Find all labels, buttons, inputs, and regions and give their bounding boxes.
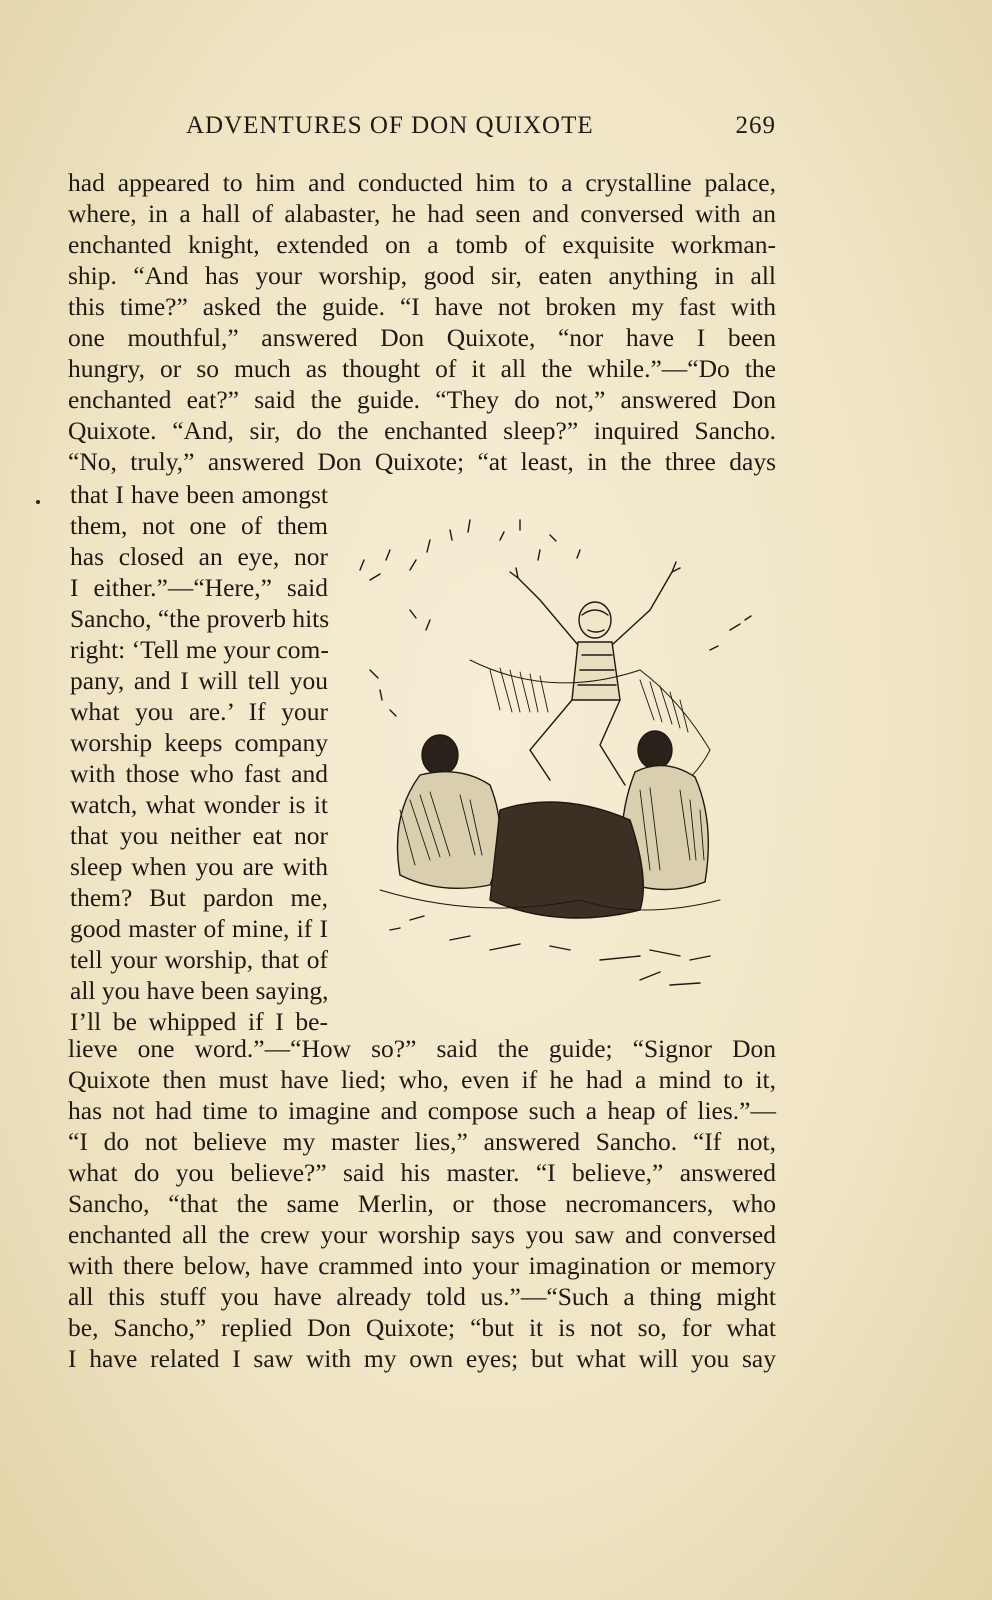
text-line: has not had time to imagine and compose such a heap of lies.”—: [68, 1096, 776, 1125]
text-line: where, in a hall of alabaster, he had seen and conversed with an: [68, 199, 776, 228]
text-line: has closed an eye, nor: [70, 542, 328, 571]
text-line: Quixote then must have lied; who, even if he had a mind to it,: [68, 1065, 776, 1094]
text-line: right: ‘Tell me your com-: [70, 635, 329, 664]
engraving-illustration: [350, 510, 780, 1030]
text-line: Quixote. “And, sir, do the enchanted sleep?” inquired Sancho.: [68, 416, 776, 445]
text-line: “No, truly,” answered Don Quixote; “at least, in the three days: [68, 447, 776, 476]
text-line: this time?” asked the guide. “I have not broken my fast with: [68, 292, 776, 321]
text-line: them, not one of them: [70, 511, 328, 540]
running-title: ADVENTURES OF DON QUIXOTE: [186, 112, 594, 139]
text-line: “I do not believe my master lies,” answered Sancho. “If not,: [68, 1127, 776, 1156]
text-line: ship. “And has your worship, good sir, eaten anything in all: [68, 261, 776, 290]
ink-speck: [36, 500, 40, 504]
text-line: be, Sancho,” replied Don Quixote; “but it is not so, for what: [68, 1313, 776, 1342]
text-line: worship keeps company: [70, 728, 328, 757]
text-line: enchanted all the crew your worship says you saw and conversed: [68, 1220, 776, 1249]
text-line: tell your worship, that of: [70, 945, 328, 974]
text-line: Sancho, “the proverb hits: [70, 604, 330, 633]
text-line: with there below, have crammed into your imagination or memory: [68, 1251, 776, 1280]
text-line: had appeared to him and conducted him to a crystalline palace,: [68, 168, 776, 197]
text-line: what do you believe?” said his master. “I believe,” answered: [68, 1158, 776, 1187]
text-line: that you neither eat nor: [70, 821, 328, 850]
text-line: I have related I saw with my own eyes; but what will you say: [68, 1344, 776, 1373]
text-line: sleep when you are with: [70, 852, 328, 881]
text-line: with those who fast and: [70, 759, 328, 788]
text-line: all you have been saying,: [70, 976, 329, 1005]
text-line: all this stuff you have already told us.”—“Such a thing might: [68, 1282, 776, 1311]
text-line: enchanted knight, extended on a tomb of exquisite workman-: [68, 230, 776, 259]
text-line: Sancho, “that the same Merlin, or those necromancers, who: [68, 1189, 776, 1218]
page-number: 269: [735, 112, 776, 139]
text-line: I either.”—“Here,” said: [70, 573, 328, 602]
text-line: enchanted eat?” said the guide. “They do not,” answered Don: [68, 385, 776, 414]
text-line: good master of mine, if I: [70, 914, 328, 943]
text-line: lieve one word.”—“How so?” said the guide; “Signor Don: [68, 1034, 776, 1063]
text-line: that I have been amongst: [70, 480, 328, 509]
text-line: one mouthful,” answered Don Quixote, “nor have I been: [68, 323, 776, 352]
text-line: what you are.’ If your: [70, 697, 328, 726]
text-line: pany, and I will tell you: [70, 666, 328, 695]
text-line: hungry, or so much as thought of it all the while.”—“Do the: [68, 354, 776, 383]
text-line: them? But pardon me,: [70, 883, 328, 912]
text-line: watch, what wonder is it: [70, 790, 328, 819]
text-line: I’ll be whipped if I be-: [70, 1007, 328, 1036]
